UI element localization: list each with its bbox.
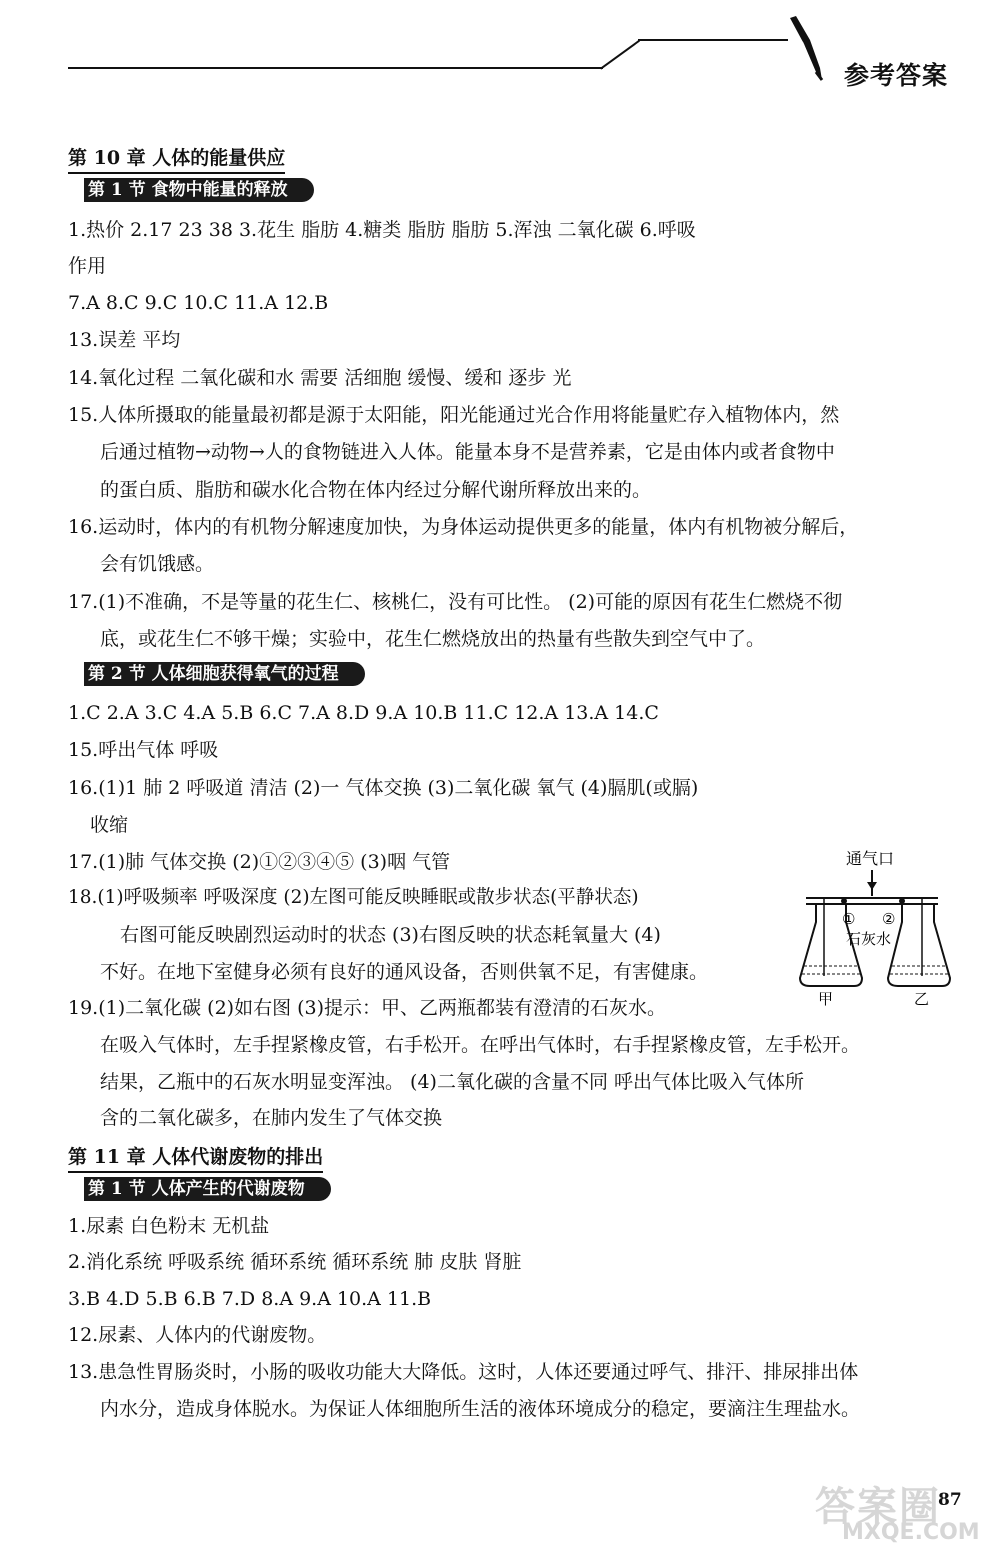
answer-line: 15.呼出气体 呼吸	[68, 739, 219, 761]
answer-line: 不好。在地下室健身必须有良好的通风设备，否则供氧不足，有害健康。	[100, 961, 709, 983]
answer-line: 后通过植物→动物→人的食物链进入人体。能量本身不是营养素，它是由体内或者食物中	[100, 441, 835, 463]
flask-diagram	[796, 846, 966, 1006]
figure-yi-label: 乙	[914, 990, 930, 1006]
header-title: 参考答案	[844, 61, 949, 90]
answer-line: 13.患急性胃肠炎时，小肠的吸收功能大大降低。这时，人体还要通过呼气、排汗、排尿排出体	[68, 1361, 859, 1383]
header-rule	[68, 67, 603, 69]
section-10-2-banner: 第 2 节 人体细胞获得氧气的过程	[84, 662, 365, 686]
figure-lime-label: 石灰水	[846, 930, 892, 948]
answer-line: 底，或花生仁不够干燥；实验中，花生仁燃烧放出的热量有些散失到空气中了。	[100, 628, 766, 650]
answer-line: 7.A 8.C 9.C 10.C 11.A 12.B	[68, 292, 329, 314]
answer-line: 含的二氧化碳多，在肺内发生了气体交换	[100, 1107, 443, 1129]
answer-line: 12.尿素、人体内的代谢废物。	[68, 1324, 327, 1346]
answer-line: 3.B 4.D 5.B 6.B 7.D 8.A 9.A 10.A 11.B	[68, 1288, 432, 1310]
header-rule-slant	[600, 40, 640, 70]
answer-line: 14.氧化过程 二氧化碳和水 需要 活细胞 缓慢、缓和 逐步 光	[68, 367, 572, 389]
figure-circle-1: ①	[842, 910, 856, 928]
answer-line: 1.C 2.A 3.C 4.A 5.B 6.C 7.A 8.D 9.A 10.B 11.C 12.A 13.A 14.C	[68, 702, 659, 724]
answer-line: 2.消化系统 呼吸系统 循环系统 循环系统 肺 皮肤 肾脏	[68, 1251, 522, 1273]
page-number: 87	[938, 1490, 962, 1510]
answer-line: 1.尿素 白色粉末 无机盐	[68, 1215, 270, 1237]
answer-line: 右图可能反映剧烈运动时的状态 (3)右图反映的状态耗氧量大 (4)	[120, 924, 661, 946]
answer-line: 在吸入气体时，左手捏紧橡皮管，右手松开。在呼出气体时，右手捏紧橡皮管，左手松开。	[100, 1034, 861, 1056]
chapter-10-title: 第 10 章 人体的能量供应	[68, 147, 286, 169]
answer-line: 17.(1)肺 气体交换 (2)①②③④⑤ (3)咽 气管	[68, 851, 451, 873]
answer-line: 13.误差 平均	[68, 329, 181, 351]
answer-line: 16.运动时，体内的有机物分解速度加快，为身体运动提供更多的能量，体内有机物被分解后，	[68, 516, 859, 538]
figure-jia-label: 甲	[818, 990, 834, 1006]
answer-line: 17.(1)不准确，不是等量的花生仁、核桃仁，没有可比性。 (2)可能的原因有花生仁燃烧不彻	[68, 591, 843, 613]
chapter-10-heading	[68, 143, 285, 170]
answer-line: 收缩	[90, 814, 129, 836]
answer-line: 15.人体所摄取的能量最初都是源于太阳能，阳光能通过光合作用将能量贮存入植物体内，然	[68, 404, 840, 426]
answer-line: 会有饥饿感。	[100, 553, 215, 575]
answer-line: 的蛋白质、脂肪和碳水化合物在体内经过分解代谢所释放出来的。	[100, 479, 652, 501]
watermark-url: MXQE.COM	[842, 1520, 980, 1545]
answer-line: 作用	[68, 255, 107, 277]
figure-circle-2: ②	[882, 910, 896, 928]
chapter-11-heading	[68, 1142, 323, 1169]
header-rule-upper	[638, 39, 788, 41]
section-10-1-banner: 第 1 节 食物中能量的释放	[84, 178, 314, 202]
answer-line: 1.热价 2.17 23 38 3.花生 脂肪 4.糖类 脂肪 脂肪 5.浑浊 二氧化碳 6.呼吸	[68, 219, 696, 241]
watermark-logo: 答案圈	[815, 1484, 941, 1530]
section-11-1-banner: 第 1 节 人体产生的代谢废物	[84, 1177, 331, 1201]
answer-line: 16.(1)1 肺 2 呼吸道 清洁 (2)一 气体交换 (3)二氧化碳 氧气 (4)膈肌(或膈)	[68, 777, 699, 799]
answer-line: 内水分，造成身体脱水。为保证人体细胞所生活的液体环境成分的稳定，要滴注生理盐水。	[100, 1398, 861, 1420]
pen-icon	[782, 14, 842, 84]
answer-line: 结果，乙瓶中的石灰水明显变浑浊。 (4)二氧化碳的含量不同 呼出气体比吸入气体所	[100, 1071, 804, 1093]
chapter-11-title: 第 11 章 人体代谢废物的排出	[68, 1146, 324, 1168]
answer-line: 19.(1)二氧化碳 (2)如右图 (3)提示：甲、乙两瓶都装有澄清的石灰水。	[68, 997, 667, 1019]
answer-line: 18.(1)呼吸频率 呼吸深度 (2)左图可能反映睡眠或散步状态(平静状态)	[68, 887, 639, 908]
figure-inlet-label: 通气口	[846, 849, 895, 868]
